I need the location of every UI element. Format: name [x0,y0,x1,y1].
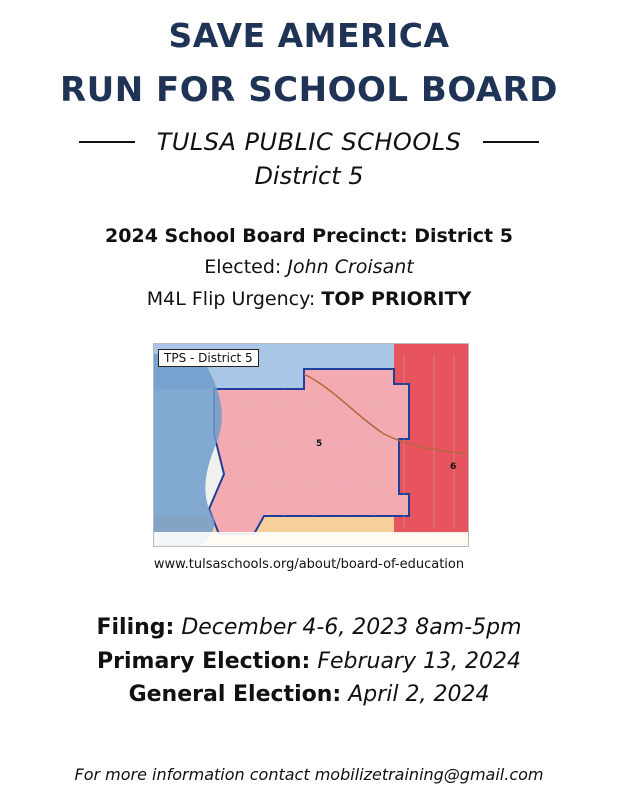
district-6-label: 6 [450,462,457,472]
general-election-value: April 2, 2024 [348,682,490,707]
map-title: TPS - District 5 [158,349,259,367]
district-5-label: 5 [316,439,323,449]
filing-label: Filing: [96,615,175,640]
district-name: TULSA PUBLIC SCHOOLS [156,128,462,156]
precinct-title: 2024 School Board Precinct: District 5 [105,225,513,247]
filing-value: December 4-6, 2023 8am-5pm [181,615,522,640]
district-5-area [209,369,409,534]
primary-election-label: Primary Election: [97,649,311,674]
headline-line-2: RUN FOR SCHOOL BOARD [59,70,559,110]
primary-election-line [0,649,618,674]
district-map [153,343,469,547]
elected-name: John Croisant [287,256,414,278]
contact-footer: For more information contact mobilizetraining@gmail.com [74,765,544,784]
primary-election-value: February 13, 2024 [317,649,521,674]
urgency-value: TOP PRIORITY [321,288,472,310]
map-legend-strip [154,532,468,546]
district-name-row [0,124,618,160]
river [154,354,222,546]
elected-label: Elected: [204,256,288,278]
district-number: District 5 [254,162,364,190]
general-election-label: General Election: [128,682,342,707]
district-map-graphic [154,344,468,546]
right-divider [483,141,539,143]
left-divider [79,141,135,143]
board-url[interactable]: www.tulsaschools.org/about/board-of-education [153,557,465,572]
elected-line [0,256,618,278]
headline-line-1: SAVE AMERICA [168,16,450,55]
urgency-label: M4L Flip Urgency: [146,288,322,310]
general-election-line [0,682,618,707]
urgency-line [0,288,618,310]
filing-line [0,615,618,640]
